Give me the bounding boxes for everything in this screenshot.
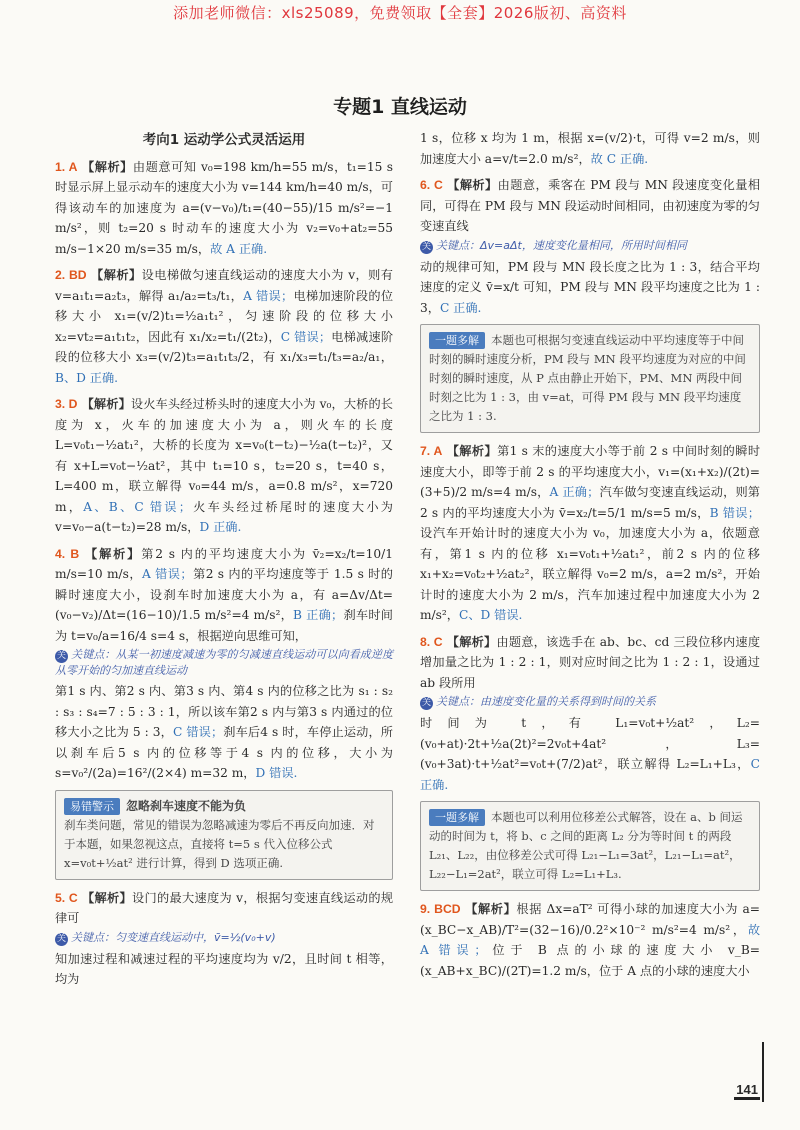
answer-text: 设汽车开始计时的速度大小为 v₀，加速度大小为 a，依题意有，第1 s 内的位移 x₁=v₀t₁+½at₁²，前2 s 内的位移 x₁+x₂=v₀t₂+½at₂²，联立解得 v₀=2 m/s，a=2 m/s²，开始计时的速度大小为 2 m/s，汽车加速过程中加速度大小为 2 m/s²，	[420, 526, 760, 622]
answer-text: 第2 s 内的平均速度大小为 v̄₂=x₂/t=10/1 m/s=10 m/s，	[55, 546, 393, 581]
answer-text: 第1 s 内、第2 s 内、第3 s 内、第4 s 内的位移之比为 s₁ : s₂ : s₃ : s₄=7 : 5 : 3 : 1，所以该车第2 s 内与第3 s 内通过的位移大小之比为 5 : 3，	[55, 684, 393, 739]
right-column	[420, 128, 760, 987]
key-note-text: 关键点：从某一初速度减速为零的匀减速直线运动可以向看成逆度从零开始的匀加速直线运动	[55, 648, 393, 677]
answer-text: 由题意，乘客在 PM 段与 MN 段速度变化量相同，可得在 PM 段与 MN 段运动时间相同，由初速度为零的匀变速直线	[420, 178, 761, 233]
box-title: 忽略刹车速度不能为负	[126, 798, 247, 813]
answer-conclusion: A 错误；	[142, 567, 193, 581]
answer-6	[420, 175, 760, 318]
multi-solution-box	[420, 801, 760, 891]
answer-7	[420, 441, 760, 626]
page-title: 专题1 直线运动	[333, 96, 467, 118]
box-label: 一题多解	[429, 332, 485, 349]
answer-text: 火车头经过桥尾时的速度大小为 v=v₀−a(t−t₂)=28 m/s，	[55, 499, 393, 534]
key-point-icon: 关	[421, 241, 431, 252]
analysis-tag: 【解析】	[83, 546, 142, 561]
answer-text: 电梯加速阶段的位移大小 x₁=(v/2)t₁=½a₁t₁²，匀速阶段的位移大小 x₂=vt₂=a₁t₁t₂，因此有 x₁/x₂=t₁/(2t₂)，	[55, 288, 394, 344]
box-text: 本题也可以利用位移差公式解答，设在 a、b 间运动的时间为 t，将 b、c 之间的距离 L₂ 分为等时间 t 的两段 L₂₁、L₂₂，由位移差公式可得 L₂₁−L₁=3at²，L₂₁−L₁=at²，L₂₂−L₁=2at²，联立可得 L₂=L₁+L₃.	[429, 810, 743, 881]
handwritten-key-note	[420, 238, 760, 254]
answer-conclusion: B 错误；	[709, 505, 760, 520]
answer-text: 刹车后4 s 时，车停止运动，所以刹车后5 s 内的位移等于4 s 内的位移，大小为 s=v₀²/(2a)=16²/(2×4) m=32 m，	[55, 725, 393, 780]
answer-text: 时间为 t，有 L₁=v₀t+½at²，L₂=(v₀+at)·2t+½a(2t)²=2v₀t+4at²，L₃=(v₀+3at)·t+½at²=v₀t+(7/2)at²，联立解得 L₂=L₁+L₃，	[420, 716, 760, 771]
answer-conclusion: C 错误；	[173, 725, 224, 739]
analysis-tag: 【解析】	[446, 634, 497, 649]
box-label: 易错警示	[64, 798, 120, 815]
page-number: 141	[734, 1082, 760, 1100]
answer-conclusion: A 错误；	[243, 288, 294, 303]
answer-text: 动的规律可知，PM 段与 MN 段长度之比为 1 : 3，结合平均速度的定义 v̄=x/t 可知，PM 段与 MN 段平均速度之比为 1 : 3，	[420, 259, 760, 315]
answer-conclusion: C 错误；	[280, 329, 332, 344]
answer-text: 设门的最大速度为 v，根据匀变速直线运动的规律可	[55, 890, 394, 925]
answer-conclusion: C 正确.	[420, 757, 760, 792]
answer-text: 1 s，位移 x 均为 1 m，根据 x=(v/2)·t，可得 v=2 m/s，则加速度大小 a=v/t=2.0 m/s²，	[420, 131, 760, 166]
answer-number: 8. C	[420, 634, 443, 649]
answer-text: 第2 s 内的平均速度等于 1.5 s 时的瞬时速度大小，设刹车时加速度大小为 a，有 a=Δv/Δt=(v₀−v₂)/Δt=(16−10)/1.5 m/s²=4 m/s²，	[55, 567, 393, 622]
key-note-text: 关键点：匀变速直线运动中，v̄=½(v₀+v)	[71, 930, 276, 944]
answer-5	[55, 888, 393, 990]
key-point-icon: 关	[421, 698, 431, 708]
answer-conclusion: C 正确.	[439, 300, 482, 315]
answer-number: 2. BD	[55, 268, 87, 282]
answer-text: 设电梯做匀速直线运动的速度大小为 v，则有 v=a₁t₁=a₂t₃，解得 a₁/a₂=t₃/t₁，	[55, 268, 393, 303]
answer-conclusion: A 正确；	[549, 485, 600, 499]
answer-conclusion: B、D 正确.	[55, 370, 119, 385]
key-point-icon: 关	[56, 933, 66, 944]
answer-text: 第1 s 末的速度大小等于前 2 s 中间时刻的瞬时速度大小，即等于前 2 s 的平均速度大小，v₁=(x₁+x₂)/(2t)=(3+5)/2 m/s=4 m/s，	[420, 444, 761, 499]
key-point-icon: 关	[56, 651, 66, 661]
answer-number: 9. BCD	[420, 902, 461, 916]
answer-number: 4. B	[55, 546, 80, 561]
analysis-tag: 【解析】	[464, 902, 517, 916]
answer-conclusion: 故 C 正确.	[590, 151, 649, 166]
answer-number: 7. A	[420, 444, 443, 458]
answer-5-continued	[420, 128, 760, 169]
answer-2	[55, 265, 393, 388]
answer-conclusion: A、B、C 错误；	[83, 499, 191, 514]
answer-text: 电梯减速阶段的位移大小 x₃=(v/2)t₃=a₁t₁t₃/2，有 x₁/x₃=t₁/t₃=a₂/a₁，	[55, 329, 394, 364]
answer-4	[55, 544, 393, 784]
analysis-tag: 【解析】	[90, 268, 142, 282]
answer-conclusion: 故 A 正确.	[210, 241, 268, 256]
answer-text: 由题意可知 v₀=198 km/h=55 m/s，t₁=15 s 时显示屏上显示动车的速度大小为 v=144 km/h=40 m/s，可得该动车的加速度为 a=(v−v₀)/t₁=(40−55)/15 m/s²=−1 m/s²，则 t₂=20 s 时动车的速度大小为 v₂=v₀+at₂=55 m/s−1×20 m/s=35 m/s，	[55, 159, 393, 256]
answer-text: 根据 Δx=aT² 可得小球的加速度大小为 a=(x_BC−x_AB)/T²=(32−16)/0.2²×10⁻² m/s²=4 m/s²，	[420, 902, 760, 937]
answer-conclusion: C、D 错误.	[459, 608, 523, 622]
answer-number: 6. C	[420, 178, 443, 192]
answer-conclusion: 故 A 错误；	[420, 922, 760, 957]
handwritten-key-note	[55, 647, 393, 678]
analysis-tag: 【解析】	[446, 444, 498, 458]
answer-number: 3. D	[55, 397, 78, 411]
left-column	[55, 128, 393, 996]
answer-conclusion: D 正确.	[199, 520, 242, 534]
answer-text: 知加速过程和减速过程的平均速度均为 v/2，且时间 t 相等，均为	[55, 951, 393, 986]
analysis-tag: 【解析】	[81, 159, 133, 174]
analysis-tag: 【解析】	[81, 397, 131, 411]
common-mistake-box	[55, 790, 393, 880]
answer-1	[55, 157, 393, 260]
box-text: 刹车类问题，常见的错误为忽略减速为零后不再反向加速．对于本题，如果忽视这点，直接将 t=5 s 代入位移公式 x=v₀t+½at² 进行计算，得到 D 选项正确.	[64, 817, 375, 870]
answer-number: 5. C	[55, 890, 78, 905]
answer-9	[420, 899, 760, 981]
answer-text: 由题意，该选手在 ab、bc、cd 三段位移内速度增加量之比为 1 : 2 : 1，则对应时间之比为 1 : 2 : 1，设通过 ab 段所用	[420, 634, 761, 690]
answer-conclusion: D 错误.	[255, 766, 298, 780]
answer-8	[420, 632, 760, 796]
handwritten-key-note	[55, 930, 393, 946]
answer-conclusion: B 正确；	[293, 608, 344, 622]
analysis-tag: 【解析】	[446, 178, 498, 192]
answer-text: 刹车时间为 t=v₀/a=16/4 s=4 s，根据逆向思维可知，	[55, 608, 393, 643]
section-heading: 考向1 运动学公式灵活运用	[142, 132, 306, 148]
answer-text: 汽车做匀变速直线运动，则第2 s 内的平均速度大小为 v̄=x₂/t=5/1 m/s=5 m/s，	[420, 485, 760, 520]
key-note-text: 关键点：Δv=aΔt，速度变化量相同，所用时间相同	[436, 238, 687, 252]
promo-banner: 添加老师微信：xls25089，免费领取【全套】2026版初、高资料	[173, 4, 627, 22]
analysis-tag: 【解析】	[81, 890, 132, 905]
multi-solution-box	[420, 324, 760, 433]
answer-number: 1. A	[55, 159, 78, 174]
answer-text: 位于 B 点的小球的速度大小 v_B=(x_AB+x_BC)/(2T)=1.2 m/s，位于 A 点的小球的速度大小	[420, 943, 760, 978]
box-text: 本题也可根据匀变速直线运动中平均速度等于中间时刻的瞬时速度分析，PM 段与 MN 段平均速度为对应的中间时刻的瞬时速度，从 P 点由静止开始下，PM、MN 两段中间时刻之比为 1 : 3，由 v=at，可得 PM 段与 MN 段平均速度之比为 1 : 3.	[429, 333, 746, 423]
box-label: 一题多解	[429, 809, 485, 826]
answer-text: 设火车头经过桥头时的速度大小为 v₀，大桥的长度为 x，火车的加速度大小为 a，则火车的长度 L=v₀t₁−½at₁²，大桥的长度为 x=v₀(t−t₂)−½a(t−t₂)²，又有 x+L=v₀t−½at²，其中 t₁=10 s，t₂=20 s，t=40 s，L=400 m，联立解得 v₀=44 m/s，a=0.8 m/s²，x=720 m，	[55, 397, 393, 514]
handwritten-key-note	[420, 694, 760, 710]
page-edge-rule	[762, 1042, 764, 1102]
answer-3	[55, 394, 393, 538]
key-note-text: 关键点：由速度变化量的关系得到时间的关系	[436, 695, 656, 708]
